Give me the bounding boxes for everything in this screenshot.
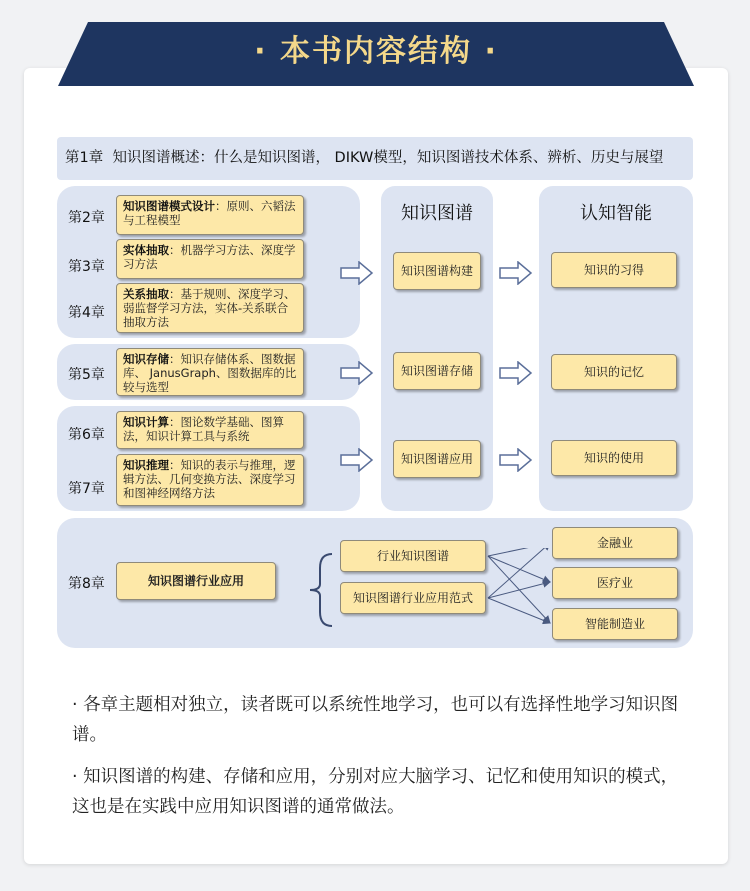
chapter-6-desc: ：图论数学基础、图算法，知识计算工具与系统 — [123, 415, 284, 443]
chapter-7-label: 第7章 — [68, 481, 105, 497]
chapter-3-box — [116, 239, 304, 279]
arrow-right-icon — [340, 448, 374, 472]
cog-memory-box: 知识的记忆 — [551, 354, 677, 390]
chapter-4-box — [116, 283, 304, 333]
industry-medical-box: 医疗业 — [552, 567, 678, 599]
kg-apply-box: 知识图谱应用 — [393, 440, 481, 478]
chapter-4-title: 关系抽取 — [123, 287, 169, 301]
chapter-7-title: 知识推理 — [123, 458, 169, 472]
chapter-3-desc: ：机器学习方法、深度学习方法 — [123, 243, 296, 271]
chapter-1-text: 知识图谱概述：什么是知识图谱， DIKW模型，知识图谱技术体系、辨析、历史与展望 — [112, 150, 664, 166]
kg-header: 知识图谱 — [401, 203, 473, 224]
chapter-7-box — [116, 454, 304, 506]
kg-build-box: 知识图谱构建 — [393, 252, 481, 290]
cog-use-box: 知识的使用 — [551, 440, 677, 476]
note-1: · 各章主题相对独立，读者既可以系统性地学习，也可以有选择性地学习知识图谱。 — [72, 695, 679, 745]
chapter-5-label: 第5章 — [68, 367, 105, 383]
kg-store-box: 知识图谱存储 — [393, 352, 481, 390]
arrow-right-icon — [499, 361, 533, 385]
chapter-3-title: 实体抽取 — [123, 243, 169, 257]
chapter-6-box — [116, 411, 304, 449]
industry-finance-box: 金融业 — [552, 527, 678, 559]
chapter-4-label: 第4章 — [68, 305, 105, 321]
chapter-6-label: 第6章 — [68, 427, 105, 443]
chapter-7-desc: ：知识的表示与推理，逻辑方法、几何变换方法、深度学习和图神经网络方法 — [123, 458, 296, 500]
chapter-2-box — [116, 195, 304, 235]
arrow-right-icon — [499, 448, 533, 472]
chapter-2-desc: ：原则、六韬法与工程模型 — [123, 199, 296, 227]
chapter-4-desc: ：基于规则、深度学习、弱监督学习方法，实体-关系联合抽取方法 — [123, 287, 296, 329]
arrow-right-icon — [499, 261, 533, 285]
chapter-1-bar — [57, 137, 693, 180]
page-title: · 本书内容结构 · — [254, 34, 498, 69]
chapter-6-title: 知识计算 — [123, 415, 169, 429]
cog-header: 认知智能 — [580, 203, 652, 224]
chapter-5-title: 知识存储 — [123, 352, 169, 366]
industry-kg-box: 行业知识图谱 — [340, 540, 486, 572]
industry-manufacturing-box: 智能制造业 — [552, 608, 678, 640]
chapter-8-label: 第8章 — [68, 576, 105, 592]
chapter-3-label: 第3章 — [68, 259, 105, 275]
cog-learn-box: 知识的习得 — [551, 252, 677, 288]
arrow-right-icon — [340, 361, 374, 385]
chapter-2-label: 第2章 — [68, 210, 105, 226]
chapter-5-box — [116, 348, 304, 396]
arrow-right-icon — [340, 261, 374, 285]
note-2: · 知识图谱的构建、存储和应用，分别对应大脑学习、记忆和使用知识的模式，这也是在实践中应用知识图谱的通常做法。 — [72, 767, 679, 817]
chapter-5-desc: ：知识存储体系、图数据库、 JanusGraph、图数据库的比较与选型 — [123, 352, 297, 394]
chapter-2-title: 知识图谱模式设计 — [123, 199, 215, 213]
chapter-8-main-box: 知识图谱行业应用 — [116, 562, 276, 600]
industry-paradigm-box: 知识图谱行业应用范式 — [340, 582, 486, 614]
chapter-1-label: 第1章 — [65, 150, 104, 166]
